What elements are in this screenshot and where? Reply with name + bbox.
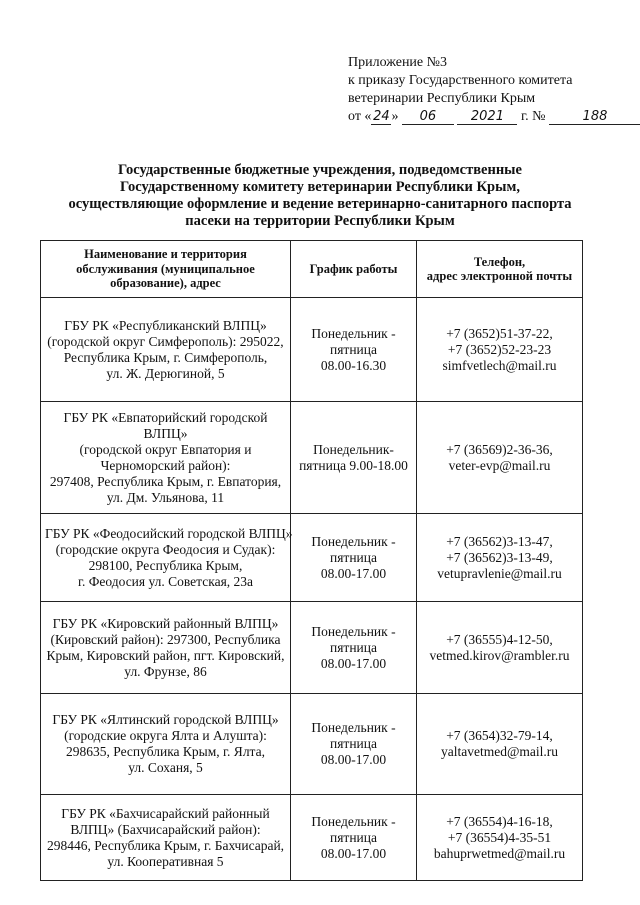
name-line: 298446, Республика Крым, г. Бахчисарай,	[46, 837, 285, 853]
cell-schedule	[291, 298, 417, 402]
title-line: осуществляющие оформление и ведение ветеринарно-санитарного паспорта	[68, 196, 572, 212]
schedule-line: 08.00-16.30	[320, 357, 387, 373]
table-header-row	[41, 241, 583, 298]
name-line: Республика Крым, г. Симферополь,	[63, 349, 268, 365]
schedule-line: пятница	[330, 549, 377, 565]
contact-line: bahuprwetmed@mail.ru	[433, 845, 566, 861]
cell-schedule	[291, 402, 417, 514]
contact-line: simfvetlech@mail.ru	[442, 357, 557, 373]
contact-line: vetupravlenie@mail.ru	[437, 565, 562, 581]
name-line: ГБУ РК «Кировский районный ВЛПЦ»	[52, 615, 279, 631]
table-row	[41, 795, 583, 881]
contact-line: yaltavetmed@mail.ru	[440, 744, 559, 759]
name-line: ГБУ РК «Бахчисарайский районный	[61, 805, 270, 821]
schedule-line: пятница	[330, 736, 377, 751]
table-row	[41, 514, 583, 602]
header-name-line: обслуживания (муниципальное	[76, 261, 255, 276]
schedule-line: пятница	[330, 639, 377, 655]
cell-name	[41, 298, 291, 402]
schedule-line: Понедельник -	[311, 533, 396, 549]
appendix-line-1: Приложение №3	[348, 55, 447, 70]
cell-name	[41, 402, 291, 514]
name-line: ул. Соханя, 5	[128, 760, 203, 775]
contact-line: +7 (36569)2-36-36,	[446, 441, 553, 457]
name-line: 297408, Республика Крым, г. Евпатория,	[49, 473, 282, 489]
name-line: г. Феодосия ул. Советская, 23а	[77, 573, 254, 589]
name-line: ВЛПЦ» (Бахчисарайский район):	[70, 821, 261, 837]
schedule-line: Понедельник -	[311, 325, 396, 341]
name-line: ГБУ РК «Республиканский ВЛПЦ»	[64, 317, 267, 333]
date-prefix: от «	[348, 109, 372, 124]
document-title	[40, 162, 600, 230]
cell-name	[41, 795, 291, 881]
table-row	[41, 298, 583, 402]
order-number: 188	[549, 110, 640, 125]
cell-schedule	[291, 514, 417, 602]
name-line: ул. Дм. Ульянова, 11	[106, 489, 225, 505]
cell-schedule	[291, 694, 417, 795]
header-contacts-line: адрес электронной почты	[426, 269, 573, 283]
name-line: ул. Фрунзе, 86	[124, 663, 207, 679]
name-line: 298100, Республика Крым,	[88, 557, 243, 573]
schedule-line: Понедельник -	[311, 813, 396, 829]
contact-line: vetmed.kirov@rambler.ru	[429, 647, 570, 663]
name-line: ГБУ РК «Евпаторийский городской	[63, 409, 268, 425]
date-mid: »	[391, 109, 399, 124]
contact-line: +7 (36562)3-13-47,	[446, 533, 553, 549]
contact-line: +7 (36554)4-16-18,	[446, 813, 553, 829]
title-line: Государственные бюджетные учреждения, подведомственные	[118, 162, 522, 178]
cell-contacts	[417, 694, 583, 795]
cell-schedule	[291, 602, 417, 694]
name-line: (городской округ Евпатория и	[79, 441, 252, 457]
order-day: 24	[373, 109, 390, 124]
header-schedule	[291, 241, 417, 298]
cell-name	[41, 694, 291, 795]
contact-line: +7 (36555)4-12-50,	[446, 631, 553, 647]
name-line: (городской округ Симферополь): 295022,	[47, 333, 284, 349]
cell-contacts	[417, 298, 583, 402]
order-month: 06	[402, 110, 454, 125]
schedule-line: 08.00-17.00	[320, 565, 387, 581]
contact-line: +7 (36562)3-13-49,	[446, 549, 553, 565]
header-contacts	[417, 241, 583, 298]
name-line: (городские округа Ялта и Алушта):	[64, 728, 267, 743]
name-line: (Кировский район): 297300, Республика	[50, 631, 281, 647]
schedule-line: пятница	[330, 829, 377, 845]
title-line: Государственному комитету ветеринарии Республики Крым,	[120, 179, 520, 195]
number-prefix: г. №	[520, 109, 546, 124]
header-contacts-line: Телефон,	[473, 254, 526, 269]
name-line: Черноморский район):	[100, 457, 231, 473]
schedule-line: 08.00-17.00	[320, 655, 387, 671]
name-line: Крым, Кировский район, пгт. Кировский,	[46, 647, 285, 663]
contact-line: +7 (3652)52-23-23	[447, 341, 552, 357]
cell-contacts	[417, 514, 583, 602]
name-line: ВЛПЦ»	[143, 425, 188, 441]
header-schedule-line: График работы	[309, 261, 398, 276]
appendix-line-2: к приказу Государственного комитета	[348, 73, 573, 88]
table-row	[41, 402, 583, 514]
header-name-line: образование), адрес	[110, 276, 221, 291]
title-line: пасеки на территории Республики Крым	[185, 213, 455, 229]
cell-schedule	[291, 795, 417, 881]
cell-contacts	[417, 795, 583, 881]
institutions-table	[40, 240, 583, 881]
name-line: ул. Ж. Дерюгиной, 5	[106, 365, 225, 381]
schedule-line: пятница	[330, 341, 377, 357]
contact-line: +7 (36554)4-35-51	[447, 829, 552, 845]
appendix-line-3: ветеринарии Республики Крым	[348, 91, 536, 106]
header-name-line: Наименование и территория	[84, 247, 247, 262]
schedule-line: пятница 9.00-18.00	[299, 457, 408, 473]
header-name	[41, 241, 291, 298]
schedule-line: Понедельник -	[311, 720, 396, 735]
table-row	[41, 602, 583, 694]
name-line: 298635, Республика Крым, г. Ялта,	[66, 744, 265, 759]
name-line: ул. Кооперативная 5	[107, 853, 224, 869]
order-year: 2021	[457, 110, 517, 125]
order-date-line	[348, 108, 618, 126]
schedule-line: Понедельник-	[313, 441, 394, 457]
contact-line: veter-evp@mail.ru	[448, 457, 551, 473]
cell-contacts	[417, 602, 583, 694]
name-line: (городские округа Феодосия и Судак):	[55, 541, 276, 557]
appendix-block	[348, 54, 618, 126]
contact-line: +7 (3652)51-37-22,	[446, 325, 553, 341]
cell-name	[41, 602, 291, 694]
name-line: ГБУ РК «Феодосийский городской ВЛПЦ»	[45, 525, 293, 541]
cell-name	[41, 514, 291, 602]
schedule-line: Понедельник -	[311, 623, 396, 639]
cell-contacts	[417, 402, 583, 514]
schedule-line: 08.00-17.00	[320, 845, 387, 861]
name-line: ГБУ РК «Ялтинский городской ВЛПЦ»	[52, 712, 279, 727]
contact-line: +7 (3654)32-79-14,	[446, 728, 553, 743]
schedule-line: 08.00-17.00	[320, 752, 387, 767]
table-row	[41, 694, 583, 795]
